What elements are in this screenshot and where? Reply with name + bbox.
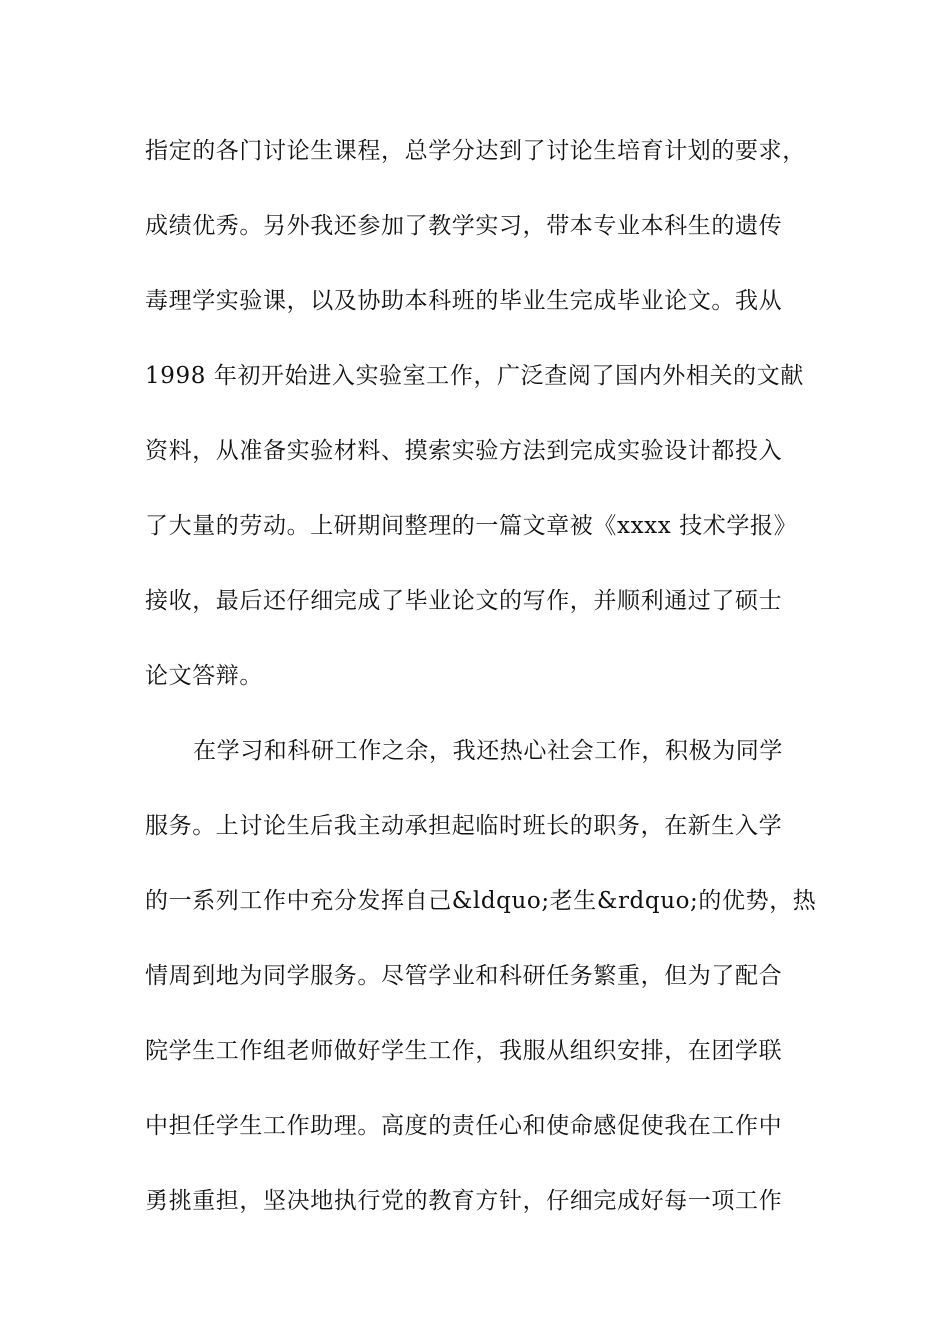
paragraph-line: 接收，最后还仔细完成了毕业论文的写作，并顺利通过了硕士 — [145, 588, 783, 614]
paragraph-line: 指定的各门讨论生课程，总学分达到了讨论生培育计划的要求， — [145, 138, 806, 164]
paragraph-line: 1998 年初开始进入实验室工作，广泛查阅了国内外相关的文献 — [145, 363, 804, 389]
paragraph-line: 资料，从准备实验材料、摸索实验方法到完成实验设计都投入 — [145, 438, 783, 464]
paragraph-line: 勇挑重担，坚决地执行党的教育方针，仔细完成好每一项工作 — [145, 1188, 783, 1214]
paragraph-line: 论文答辩。 — [145, 663, 263, 689]
paragraph-first-line: 在学习和科研工作之余，我还热心社会工作，积极为同学 — [193, 738, 783, 764]
paragraph-line: 情周到地为同学服务。尽管学业和科研任务繁重，但为了配合 — [145, 963, 783, 989]
paragraph-line: 中担任学生工作助理。高度的责任心和使命感促使我在工作中 — [145, 1113, 783, 1139]
paragraph-line: 的一系列工作中充分发挥自己&ldquo;老生&rdquo;的优势，热 — [145, 888, 817, 914]
paragraph-line: 毒理学实验课，以及协助本科班的毕业生完成毕业论文。我从 — [145, 288, 783, 314]
paragraph-line: 了大量的劳动。上研期间整理的一篇文章被《xxxx 技术学报》 — [145, 513, 798, 539]
paragraph-line: 服务。上讨论生后我主动承担起临时班长的职务，在新生入学 — [145, 813, 783, 839]
paragraph-line: 成绩优秀。另外我还参加了教学实习，带本专业本科生的遗传 — [145, 213, 783, 239]
paragraph-line: 院学生工作组老师做好学生工作，我服从组织安排，在团学联 — [145, 1038, 783, 1064]
